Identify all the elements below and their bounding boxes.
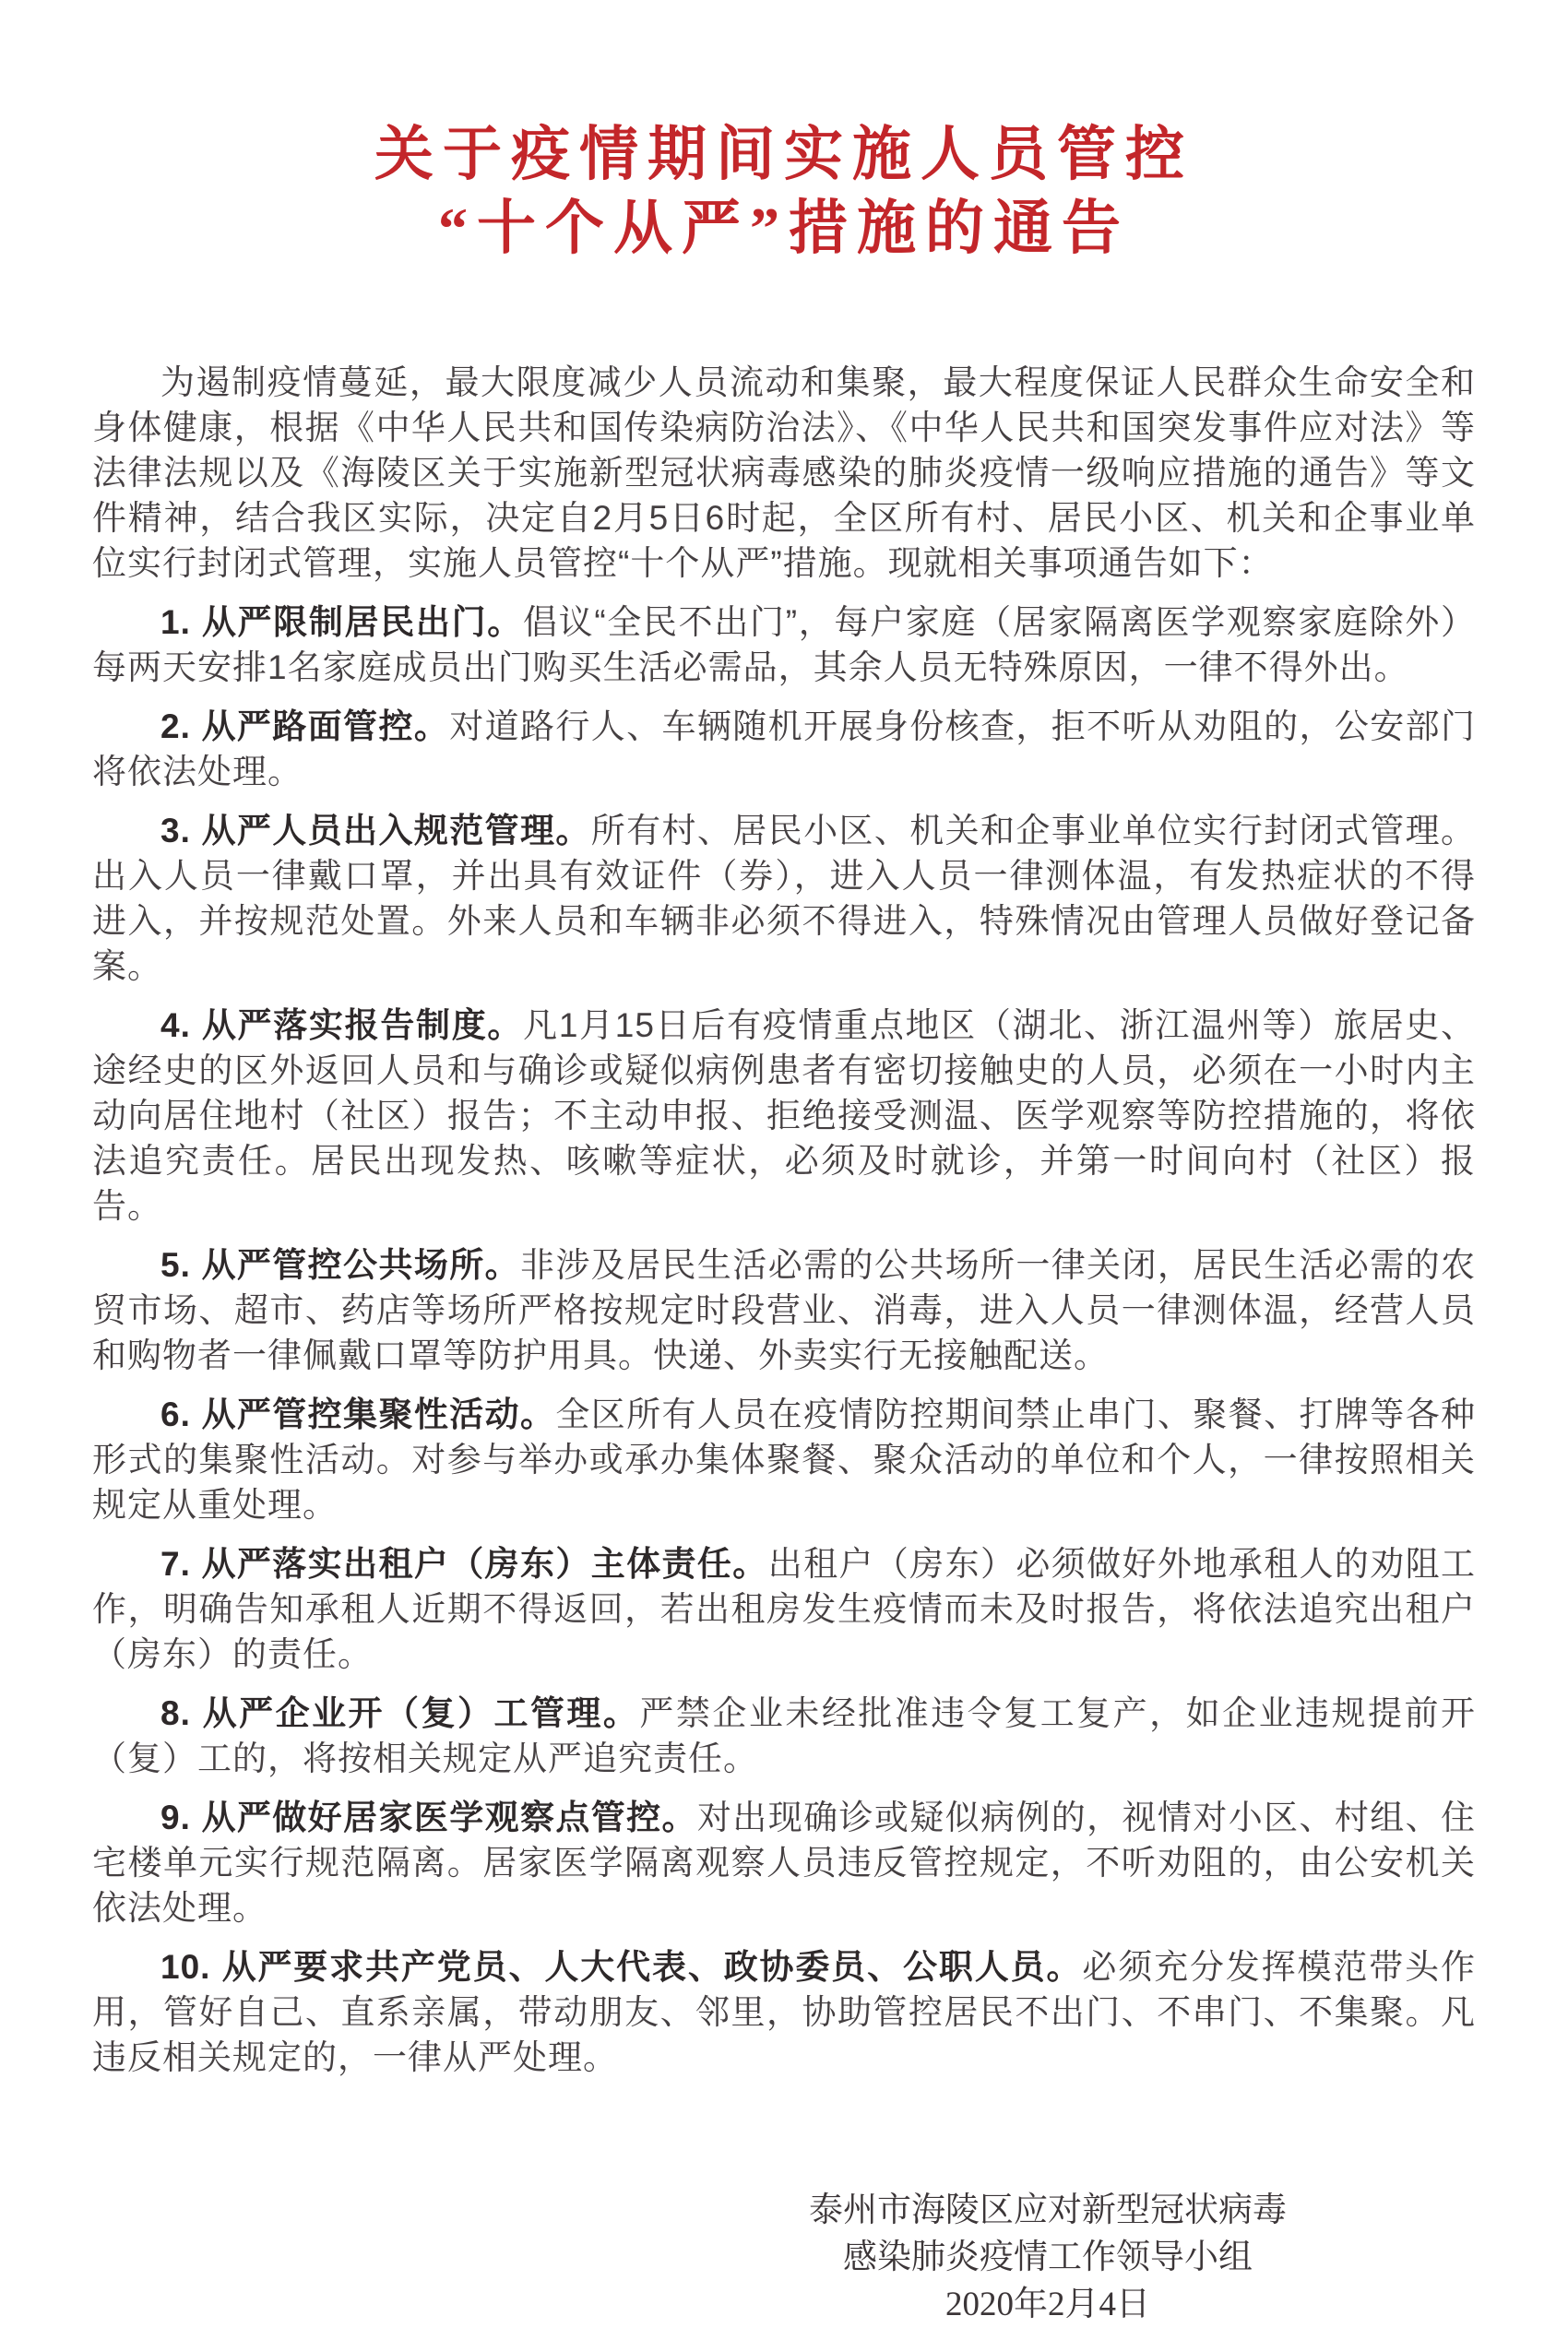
item-8-body: 严禁企业未经批准违令复工复产，如企业违规提前开（复）工的，将按相关规定从严追究责任。 <box>92 1694 1477 1777</box>
item-1-body: 倡议“全民不出门”，每户家庭（居家隔离医学观察家庭除外）每两天安排1名家庭成员出门购买生活必需品，其余人员无特殊原因，一律不得外出。 <box>92 603 1476 686</box>
item-6-lead: 6. 从严管控集聚性活动。 <box>160 1396 556 1433</box>
notice-item-10 <box>92 1944 1476 2080</box>
notice-title-line-1: 关于疫情期间实施人员管控 <box>374 122 1194 187</box>
notice-item-6 <box>92 1392 1476 1527</box>
notice-item-7 <box>92 1541 1476 1677</box>
item-9-body: 对出现确诊或疑似病例的，视情对小区、村组、住宅楼单元实行规范隔离。居家医学隔离观察人员违反管控规定，不听劝阻的，由公安机关依法处理。 <box>92 1799 1477 1927</box>
signature-date: 2020年2月4日 <box>945 2286 1150 2323</box>
item-10-lead: 10. 从严要求共产党员、人大代表、政协委员、公职人员。 <box>160 1948 1083 1986</box>
notice-item-9 <box>92 1795 1476 1930</box>
item-9-lead: 9. 从严做好居家医学观察点管控。 <box>160 1799 697 1836</box>
notice-title <box>92 118 1476 266</box>
signature-org-line-2: 感染肺炎疫情工作领导小组 <box>843 2239 1253 2276</box>
item-4-body: 凡1月15日后有疫情重点地区（湖北、浙江温州等）旅居史、途经史的区外返回人员和与确诊或疑似病例患者有密切接触史的人员，必须在一小时内主动向居住地村（社区）报告；不主动申报、拒绝接受测温、医学观察等防控措施的，将依法追究责任。居民出现发热、咳嗽等症状，必须及时就诊，并第一时间向村（社区）报告。 <box>92 1006 1477 1225</box>
item-8-lead: 8. 从严企业开（复）工管理。 <box>160 1694 640 1732</box>
notice-item-1 <box>92 600 1476 690</box>
intro-paragraph: 为遏制疫情蔓延，最大限度减少人员流动和集聚，最大程度保证人民群众生命安全和身体健康，根据《中华人民共和国传染病防治法》、《中华人民共和国突发事件应对法》等法律法规以及《海陵区关于实施新型冠状病毒感染的肺炎疫情一级响应措施的通告》等文件精神，结合我区实际，决定自2月5日6时起，全区所有村、居民小区、机关和企事业单位实行封闭式管理，实施人员管控“十个从严”措施。现就相关事项通告如下： <box>92 363 1476 582</box>
notice-item-8 <box>92 1691 1476 1781</box>
item-1-lead: 1. 从严限制居民出门。 <box>160 603 523 641</box>
notice-item-2 <box>92 704 1476 794</box>
item-4-lead: 4. 从严落实报告制度。 <box>160 1006 524 1044</box>
notice-item-4 <box>92 1003 1476 1229</box>
item-7-body: 出租户（房东）必须做好外地承租人的劝阻工作，明确告知承租人近期不得返回，若出租房发生疫情而未及时报告，将依法追究出租户（房东）的责任。 <box>92 1545 1477 1673</box>
item-10-body: 必须充分发挥模范带头作用，管好自己、直系亲属，带动朋友、邻里，协助管控居民不出门、不串门、不集聚。凡违反相关规定的，一律从严处理。 <box>92 1948 1476 2076</box>
item-5-body: 非涉及居民生活必需的公共场所一律关闭，居民生活必需的农贸市场、超市、药店等场所严格按规定时段营业、消毒，进入人员一律测体温，经营人员和购物者一律佩戴口罩等防护用具。快递、外卖实行无接触配送。 <box>92 1246 1477 1374</box>
signature-org-line-1: 泰州市海陵区应对新型冠状病毒 <box>809 2191 1287 2229</box>
item-6-body: 全区所有人员在疫情防控期间禁止串门、聚餐、打牌等各种形式的集聚性活动。对参与举办或承办集体聚餐、聚众活动的单位和个人，一律按照相关规定从重处理。 <box>92 1396 1476 1524</box>
item-3-body: 所有村、居民小区、机关和企事业单位实行封闭式管理。出入人员一律戴口罩，并出具有效证件（券），进入人员一律测体温，有发热症状的不得进入，并按规范处置。外来人员和车辆非必须不得进入，特殊情况由管理人员做好登记备案。 <box>92 812 1477 985</box>
item-3-lead: 3. 从严人员出入规范管理。 <box>160 812 591 849</box>
notice-item-3 <box>92 808 1476 989</box>
signature-block <box>809 2187 1287 2328</box>
item-7-lead: 7. 从严落实出租户（房东）主体责任。 <box>160 1545 768 1583</box>
item-2-body: 对道路行人、车辆随机开展身份核查，拒不听从劝阻的，公安部门将依法处理。 <box>92 707 1476 790</box>
notice-body <box>92 360 1476 2080</box>
notice-title-line-2: “十个从严”措施的通告 <box>438 196 1130 261</box>
item-2-lead: 2. 从严路面管控。 <box>160 707 450 745</box>
notice-item-5 <box>92 1242 1476 1378</box>
item-5-lead: 5. 从严管控公共场所。 <box>160 1246 520 1284</box>
